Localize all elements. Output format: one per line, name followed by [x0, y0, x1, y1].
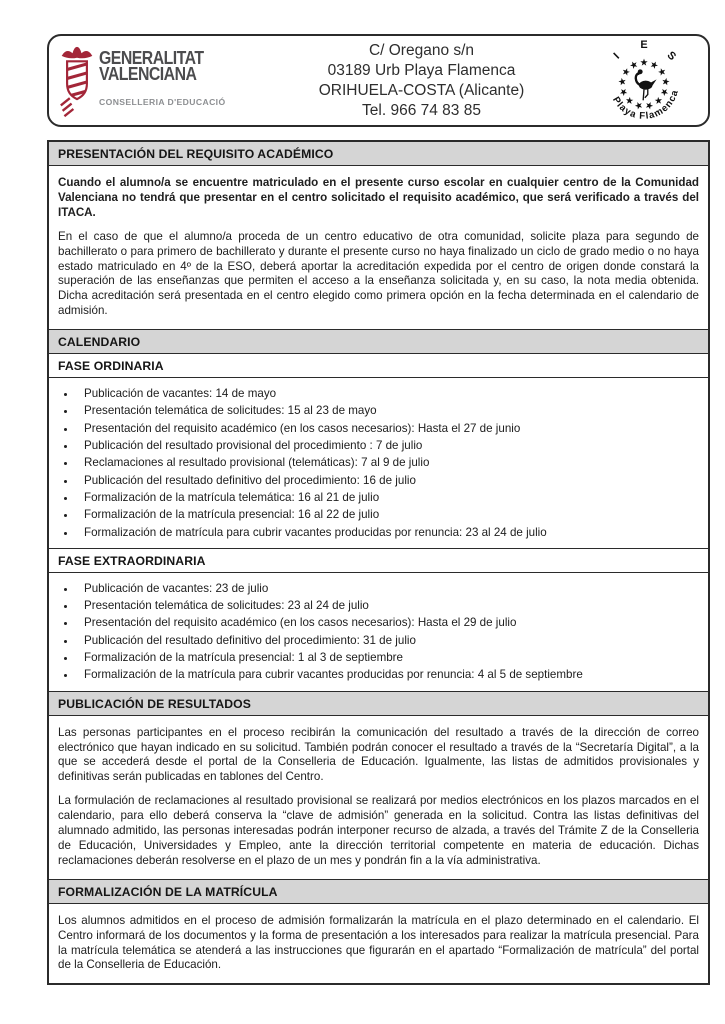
gva-wordmark-line1: GENERALITAT: [99, 47, 204, 68]
gva-coat-of-arms-icon: [59, 46, 95, 118]
fase-ordinaria-list-container: [49, 385, 708, 549]
calendar-item: • Publicación del resultado definitivo del procedimiento: 31 de julio: [77, 632, 708, 649]
school-address: [249, 41, 594, 121]
calendar-item: • Formalización de la matrícula telemática: 16 al 21 de julio: [77, 489, 708, 506]
address-postal: 03189 Urb Playa Flamenca: [327, 61, 516, 79]
section-body-publicacion-resultados: [49, 716, 708, 880]
fase-ordinaria-list: [49, 385, 708, 541]
calendar-item: • Presentación del requisito académico (en los casos necesarios): Hasta el 27 de junio: [77, 420, 708, 437]
fase-extraordinaria-list: [49, 580, 708, 684]
address-phone: Tel. 966 74 83 85: [362, 101, 481, 119]
calendar-item: • Publicación de vacantes: 23 de julio: [77, 580, 708, 597]
ies-letter-s: S: [664, 48, 679, 63]
flamingo-icon: [635, 69, 657, 100]
calendar-item: • Reclamaciones al resultado provisional (telemáticas): 7 al 9 de julio: [77, 454, 708, 471]
section-header-requisito-academico: PRESENTACIÓN DEL REQUISITO ACADÉMICO: [49, 142, 708, 166]
paragraph-requisito-2: En el caso de que el alumno/a proceda de un centro educativo de otra comunidad, solicite plaza para segundo de bachillerato o para primero de bachillerato y durante el presente curso no haya finalizado un ciclo de grado medio o no haya estado matriculado en 4º de la ESO, deberá aportar la acreditación expedida por el centro de origen donde constará la superación de las enseñanzas que permiten el acceso a la enseñanza solicitada y, en su caso, la nota media obtenida. Dicha acreditación será presentada en el centro elegido como primera opción en la fecha determinada en el calendario de admisión.: [58, 229, 699, 318]
subsection-header-fase-ordinaria: FASE ORDINARIA: [49, 354, 708, 378]
section-body-formalizacion-matricula: [49, 904, 708, 984]
section-header-formalizacion-matricula: FORMALIZACIÓN DE LA MATRÍCULA: [49, 880, 708, 904]
calendar-item: • Publicación del resultado definitivo del procedimiento: 16 de julio: [77, 472, 708, 489]
gva-wordmark-line2: VALENCIANA: [99, 64, 197, 84]
calendar-item: • Presentación telemática de solicitudes: 23 al 24 de julio: [77, 597, 708, 614]
calendar-item: • Formalización de la matrícula presencial: 1 al 3 de septiembre: [77, 649, 708, 666]
calendar-item: • Formalización de matrícula para cubrir vacantes producidas por renuncia: 23 al 24 de julio: [77, 524, 708, 541]
calendar-item: • Formalización de la matrícula para cubrir vacantes producidas por renuncia: 4 al 5 de septiembre: [77, 666, 708, 683]
admission-info-table: [47, 140, 710, 985]
paragraph-matricula-1: Los alumnos admitidos en el proceso de admisión formalizarán la matrícula en el plazo determinado en el calendario. El Centro informará de los documentos y la forma de presentación a los interesados para realizar la matrícula presencial. Para la matrícula telemática se atenderá a las instrucciones que figurarán en el apartado “Formalización de matrícula” del portal de la Conselleria de Educación.: [58, 913, 699, 972]
ies-playa-flamenca-logo: [594, 39, 694, 123]
section-header-publicacion-resultados: PUBLICACIÓN DE RESULTADOS: [49, 692, 708, 716]
paragraph-resultados-2: La formulación de reclamaciones al resultado provisional se realizará por medios electrónicos en los plazos marcados en el calendario, para ello deberá conserva la “clave de admisión” generada en la solicitud. Contra las listas definitivas del alumnado admitido, las personas interesadas podrán interponer recurso de alzada, a través del Trámite Z de la Conselleria de Educación, Universidades y Empleo, ante la dirección territorial competente en materia de educación. Dichas reclamaciones deberán resolverse en el plazo de un mes y pondrán fin a la vía administrativa.: [58, 794, 699, 867]
ies-letter-i: I: [611, 50, 622, 62]
flamingo-logo-icon: [602, 39, 686, 123]
calendar-item: • Publicación del resultado provisional del procedimiento : 7 de julio: [77, 437, 708, 454]
calendar-item: • Formalización de la matrícula presencial: 16 al 22 de julio: [77, 506, 708, 523]
paragraph-requisito-1: Cuando el alumno/a se encuentre matriculado en el presente curso escolar en cualquier centro de la Comunidad Valenciana no tendrá que presentar en el centro solicitado el requisito académico, que será verificado a través del ITACA.: [58, 176, 699, 219]
generalitat-valenciana-logo: [59, 44, 249, 118]
calendar-item: • Presentación del requisito académico (en los casos necesarios): Hasta el 29 de julio: [77, 614, 708, 631]
fase-extraordinaria-list-container: [49, 580, 708, 692]
address-city: ORIHUELA-COSTA (Alicante): [318, 81, 525, 99]
letterhead: [47, 34, 710, 127]
gva-wordmark: [99, 47, 210, 84]
school-name-curved: Playa Flamenca: [610, 87, 681, 122]
ies-letter-e: E: [640, 38, 648, 51]
paragraph-resultados-1: Las personas participantes en el proceso recibirán la comunicación del resultado a través de la dirección de correo electrónico que hayan indicado en su solicitud. También podrán conocer el resultado a través de la “Secretaría Digital”, a la que se accederá desde el portal de la Conselleria de Educación. Igualmente, las listas de admitidos provisionales y definitivas serán publicadas en tablones del Centro.: [58, 725, 699, 784]
subsection-header-fase-extraordinaria: FASE EXTRAORDINARIA: [49, 549, 708, 573]
calendar-item: • Publicación de vacantes: 14 de mayo: [77, 385, 708, 402]
section-header-calendario: CALENDARIO: [49, 330, 708, 354]
address-street: C/ Oregano s/n: [368, 41, 475, 59]
calendar-item: • Presentación telemática de solicitudes: 15 al 23 de mayo: [77, 402, 708, 419]
gva-department-label: CONSELLERIA D'EDUCACIÓ: [99, 96, 226, 107]
section-body-requisito-academico: [49, 166, 708, 330]
